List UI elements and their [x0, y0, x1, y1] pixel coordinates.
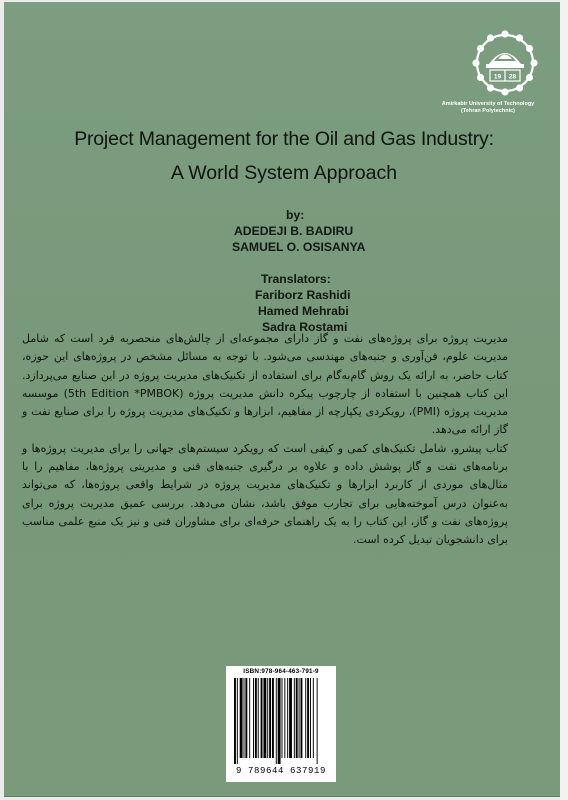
- barcode-bar: [278, 678, 281, 764]
- barcode-bar: [267, 678, 268, 758]
- translators-label: Translators:: [261, 272, 331, 286]
- author-name: ADEDEJI B. BADIRU: [234, 224, 354, 238]
- barcode-bar: [282, 678, 283, 758]
- barcode-bar: [269, 678, 271, 758]
- barcode-bar: [287, 678, 288, 758]
- barcode-bar: [294, 678, 295, 758]
- translator-name: Sadra Rostami: [262, 320, 348, 334]
- barcode-bar: [253, 678, 254, 758]
- barcode-bar: [245, 678, 247, 758]
- logo-year-right: 28: [508, 73, 517, 81]
- barcode-bar: [284, 678, 285, 758]
- barcode-bar: [289, 678, 292, 758]
- barcode-icon: [232, 678, 330, 764]
- publisher-name: Amirkabir University of Technology: [441, 101, 535, 107]
- book-description: [22, 330, 508, 550]
- isbn-barcode: [226, 666, 336, 782]
- barcode-digits: 9 789644 637919: [235, 766, 326, 776]
- barcode-bar: [307, 678, 309, 758]
- description-paragraph: کتاب پیشرو، شامل تکنیک‌های کمی و کیفی است که رویکرد سیستم‌های جهانی را برای مدیریت پروژه‌ها و برنامه‌های نفت و گاز پوشش داده و علاوه بر درگیری جنبه‌های فنی و مدیریتی پروژه‌ها، مفاهیم را با مثال‌های موردی از کاربرد ابزارها و تکنیک‌های مدیریت پروژه در شرایط واقعی پروژه‌ها، که می‌تواند به‌عنوان درس آموخته‌هایی برای تجارب موفق باشد، نشان می‌دهد. بررسی عمیق مدیریت پروژه برای پروژه‌های نفت و گاز، این کتاب را به یک راهنمای حرفه‌ای برای مشاوران فنی و نیز یک منبع علمی مناسب برای دانشجویان تبدیل کرده است.: [22, 441, 508, 547]
- barcode-bar: [237, 678, 238, 764]
- barcode-bar: [299, 678, 300, 758]
- description-paragraph: مدیریت پروژه برای پروژه‌های نفت و گاز دارای مجموعه‌ای از چالش‌های منحصربه فرد است که شامل مدیریت علوم، فن‌آوری و جنبه‌های مهندسی می‌شود. با توجه به مسائل مشخص در پروژه‌های این حوزه، کتاب حاضر، به ارائه یک روش گام‌به‌گام برای استفاده از تکنیک‌های مدیریت پروژه در این صنایع می‌پردازد. این کتاب همچنین با استفاده از چارچوب پیکره دانش مدیریت پروژه (5th Edition *PMBOK) موسسه مدیریت پروژه (PMI)، رویکردی یکپارچه از مفاهیم، ابزارها و تکنیک‌های مدیریت پروژه را برای صنایع نفت و گاز ارائه می‌دهد.: [22, 332, 509, 437]
- barcode-bar: [258, 678, 259, 758]
- book-subtitle: A World System Approach: [170, 162, 398, 184]
- barcode-bar: [301, 678, 303, 758]
- barcode-bar: [276, 678, 277, 764]
- barcode-bar: [305, 678, 306, 758]
- credits-block: [210, 207, 410, 335]
- barcode-bar: [313, 678, 314, 758]
- publisher-caption: [418, 101, 558, 115]
- scan-edge: [560, 0, 568, 800]
- barcode-bar: [261, 678, 263, 758]
- translator-name: Fariborz Rashidi: [255, 288, 351, 302]
- barcode-bar: [249, 678, 250, 758]
- barcode-bar: [296, 678, 298, 758]
- barcode-bar: [234, 678, 236, 764]
- barcode-bar: [263, 678, 266, 758]
- barcode-bar: [310, 678, 311, 758]
- book-title: Project Management for the Oil and Gas Industry:: [74, 128, 494, 150]
- by-label: by:: [286, 208, 305, 222]
- isbn-label: ISBN:978-964-463-791-9: [243, 668, 319, 675]
- barcode-bar: [244, 678, 245, 758]
- university-seal-icon: [472, 30, 538, 96]
- barcode-bar: [317, 678, 318, 764]
- barcode-bar: [255, 678, 257, 758]
- logo-year-left: 19: [493, 73, 502, 81]
- translator-name: Hamed Mehrabi: [258, 304, 349, 318]
- barcode-bar: [240, 678, 243, 758]
- publisher-subname: (Tehran Polytechnic): [461, 108, 515, 114]
- author-name: SAMUEL O. OSISANYA: [232, 240, 366, 254]
- barcode-bar: [272, 678, 274, 758]
